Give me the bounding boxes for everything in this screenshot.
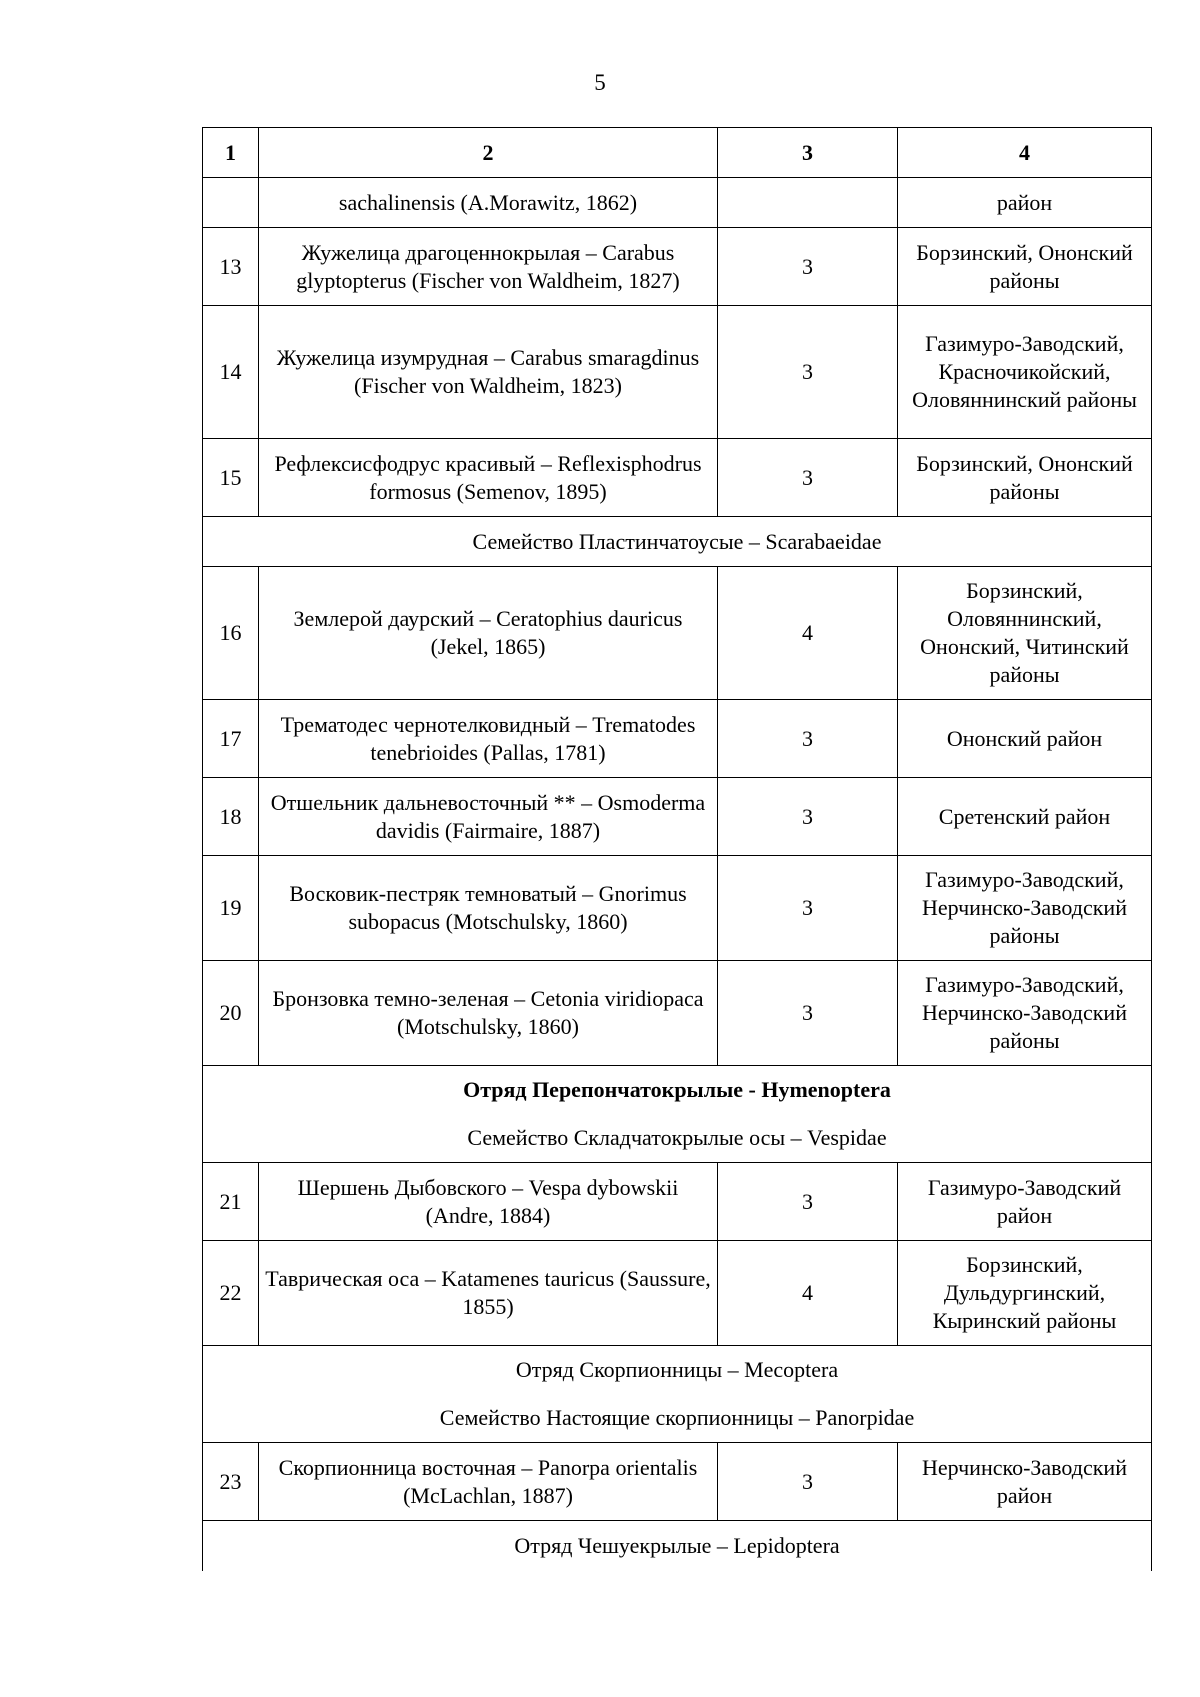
category-cell: 3 <box>718 439 898 517</box>
row-number-cell: 18 <box>203 778 259 856</box>
category-cell: 4 <box>718 567 898 700</box>
header-cell: 3 <box>718 128 898 178</box>
region-cell: район <box>898 178 1152 228</box>
header-row <box>203 128 1152 178</box>
row-number-cell: 16 <box>203 567 259 700</box>
species-name-cell: Таврическая оса – Katamenes tauricus (Saussure, 1855) <box>259 1241 718 1346</box>
table-row <box>203 1241 1152 1346</box>
row-number-cell: 14 <box>203 306 259 439</box>
page-number: 5 <box>594 70 606 95</box>
table-row <box>203 856 1152 961</box>
species-name-cell: Жужелица драгоценнокрылая – Carabus glyptopterus (Fischer von Waldheim, 1827) <box>259 228 718 306</box>
category-cell: 3 <box>718 700 898 778</box>
row-number-cell: 15 <box>203 439 259 517</box>
table-row <box>203 306 1152 439</box>
section-cell <box>203 1066 1152 1163</box>
region-cell: Нерчинско-Заводский район <box>898 1443 1152 1521</box>
row-number-cell: 21 <box>203 1163 259 1241</box>
region-cell: Сретенский район <box>898 778 1152 856</box>
header-cell: 4 <box>898 128 1152 178</box>
row-number-cell: 17 <box>203 700 259 778</box>
species-name-cell: Шершень Дыбовского – Vespa dybowskii (Andre, 1884) <box>259 1163 718 1241</box>
row-number-cell: 20 <box>203 961 259 1066</box>
table-row <box>203 778 1152 856</box>
region-cell: Газимуро-Заводский район <box>898 1163 1152 1241</box>
header-cell: 2 <box>259 128 718 178</box>
family-title: Семейство Настоящие скорпионницы – Panorpidae <box>439 1405 915 1430</box>
region-cell: Борзинский, Дульдургинский, Кыринский районы <box>898 1241 1152 1346</box>
header-cell: 1 <box>203 128 259 178</box>
table-row <box>203 700 1152 778</box>
row-number-cell: 19 <box>203 856 259 961</box>
section-cell <box>203 1521 1152 1571</box>
category-cell: 4 <box>718 1241 898 1346</box>
category-cell <box>718 178 898 228</box>
table-row <box>203 439 1152 517</box>
region-cell: Газимуро-Заводский, Нерчинско-Заводский районы <box>898 856 1152 961</box>
species-name-cell: Землерой даурский – Ceratophius dauricus (Jekel, 1865) <box>259 567 718 700</box>
table-row <box>203 961 1152 1066</box>
table-row <box>203 228 1152 306</box>
row-number-cell: 22 <box>203 1241 259 1346</box>
row-number-cell <box>203 178 259 228</box>
category-cell: 3 <box>718 778 898 856</box>
section-row <box>203 1346 1152 1443</box>
species-name-cell: Бронзовка темно-зеленая – Cetonia viridiopaca (Motschulsky, 1860) <box>259 961 718 1066</box>
table-row <box>203 178 1152 228</box>
family-title: Отряд Скорпионницы – Mecoptera <box>515 1357 839 1382</box>
category-cell: 3 <box>718 856 898 961</box>
region-cell: Газимуро-Заводский, Красночикойский, Оловяннинский районы <box>898 306 1152 439</box>
category-cell: 3 <box>718 961 898 1066</box>
species-name-cell: sachalinensis (A.Morawitz, 1862) <box>259 178 718 228</box>
species-name-cell: Жужелица изумрудная – Carabus smaragdinus (Fischer von Waldheim, 1823) <box>259 306 718 439</box>
region-cell: Ононский район <box>898 700 1152 778</box>
species-name-cell: Рефлексисфодрус красивый – Reflexisphodrus formosus (Semenov, 1895) <box>259 439 718 517</box>
family-title: Семейство Пластинчатоусые – Scarabaeidae <box>472 528 882 554</box>
row-number-cell: 13 <box>203 228 259 306</box>
species-name-cell: Отшельник дальневосточный ** – Osmoderma davidis (Fairmaire, 1887) <box>259 778 718 856</box>
species-name-cell: Скорпионница восточная – Panorpa orientalis (McLachlan, 1887) <box>259 1443 718 1521</box>
region-cell: Борзинский, Ононский районы <box>898 228 1152 306</box>
region-cell: Борзинский, Оловяннинский, Ононский, Читинский районы <box>898 567 1152 700</box>
table-row <box>203 1163 1152 1241</box>
region-cell: Газимуро-Заводский, Нерчинско-Заводский районы <box>898 961 1152 1066</box>
section-row <box>203 1066 1152 1163</box>
category-cell: 3 <box>718 1443 898 1521</box>
family-title: Семейство Складчатокрылые осы – Vespidae <box>467 1125 887 1150</box>
family-title: Отряд Чешуекрылые – Lepidoptera <box>514 1532 840 1558</box>
region-cell: Борзинский, Ононский районы <box>898 439 1152 517</box>
species-name-cell: Трематодес чернотелковидный – Trematodes tenebrioides (Pallas, 1781) <box>259 700 718 778</box>
category-cell: 3 <box>718 306 898 439</box>
species-name-cell: Восковик-пестряк темноватый – Gnorimus subopacus (Motschulsky, 1860) <box>259 856 718 961</box>
category-cell: 3 <box>718 228 898 306</box>
category-cell: 3 <box>718 1163 898 1241</box>
section-row <box>203 1521 1152 1571</box>
table-row <box>203 1443 1152 1521</box>
table-row <box>203 567 1152 700</box>
section-cell <box>203 517 1152 567</box>
row-number-cell: 23 <box>203 1443 259 1521</box>
order-title: Отряд Перепончатокрылые - Hymenoptera <box>463 1077 891 1102</box>
section-cell <box>203 1346 1152 1443</box>
section-row <box>203 517 1152 567</box>
red-book-table <box>202 127 1152 1571</box>
